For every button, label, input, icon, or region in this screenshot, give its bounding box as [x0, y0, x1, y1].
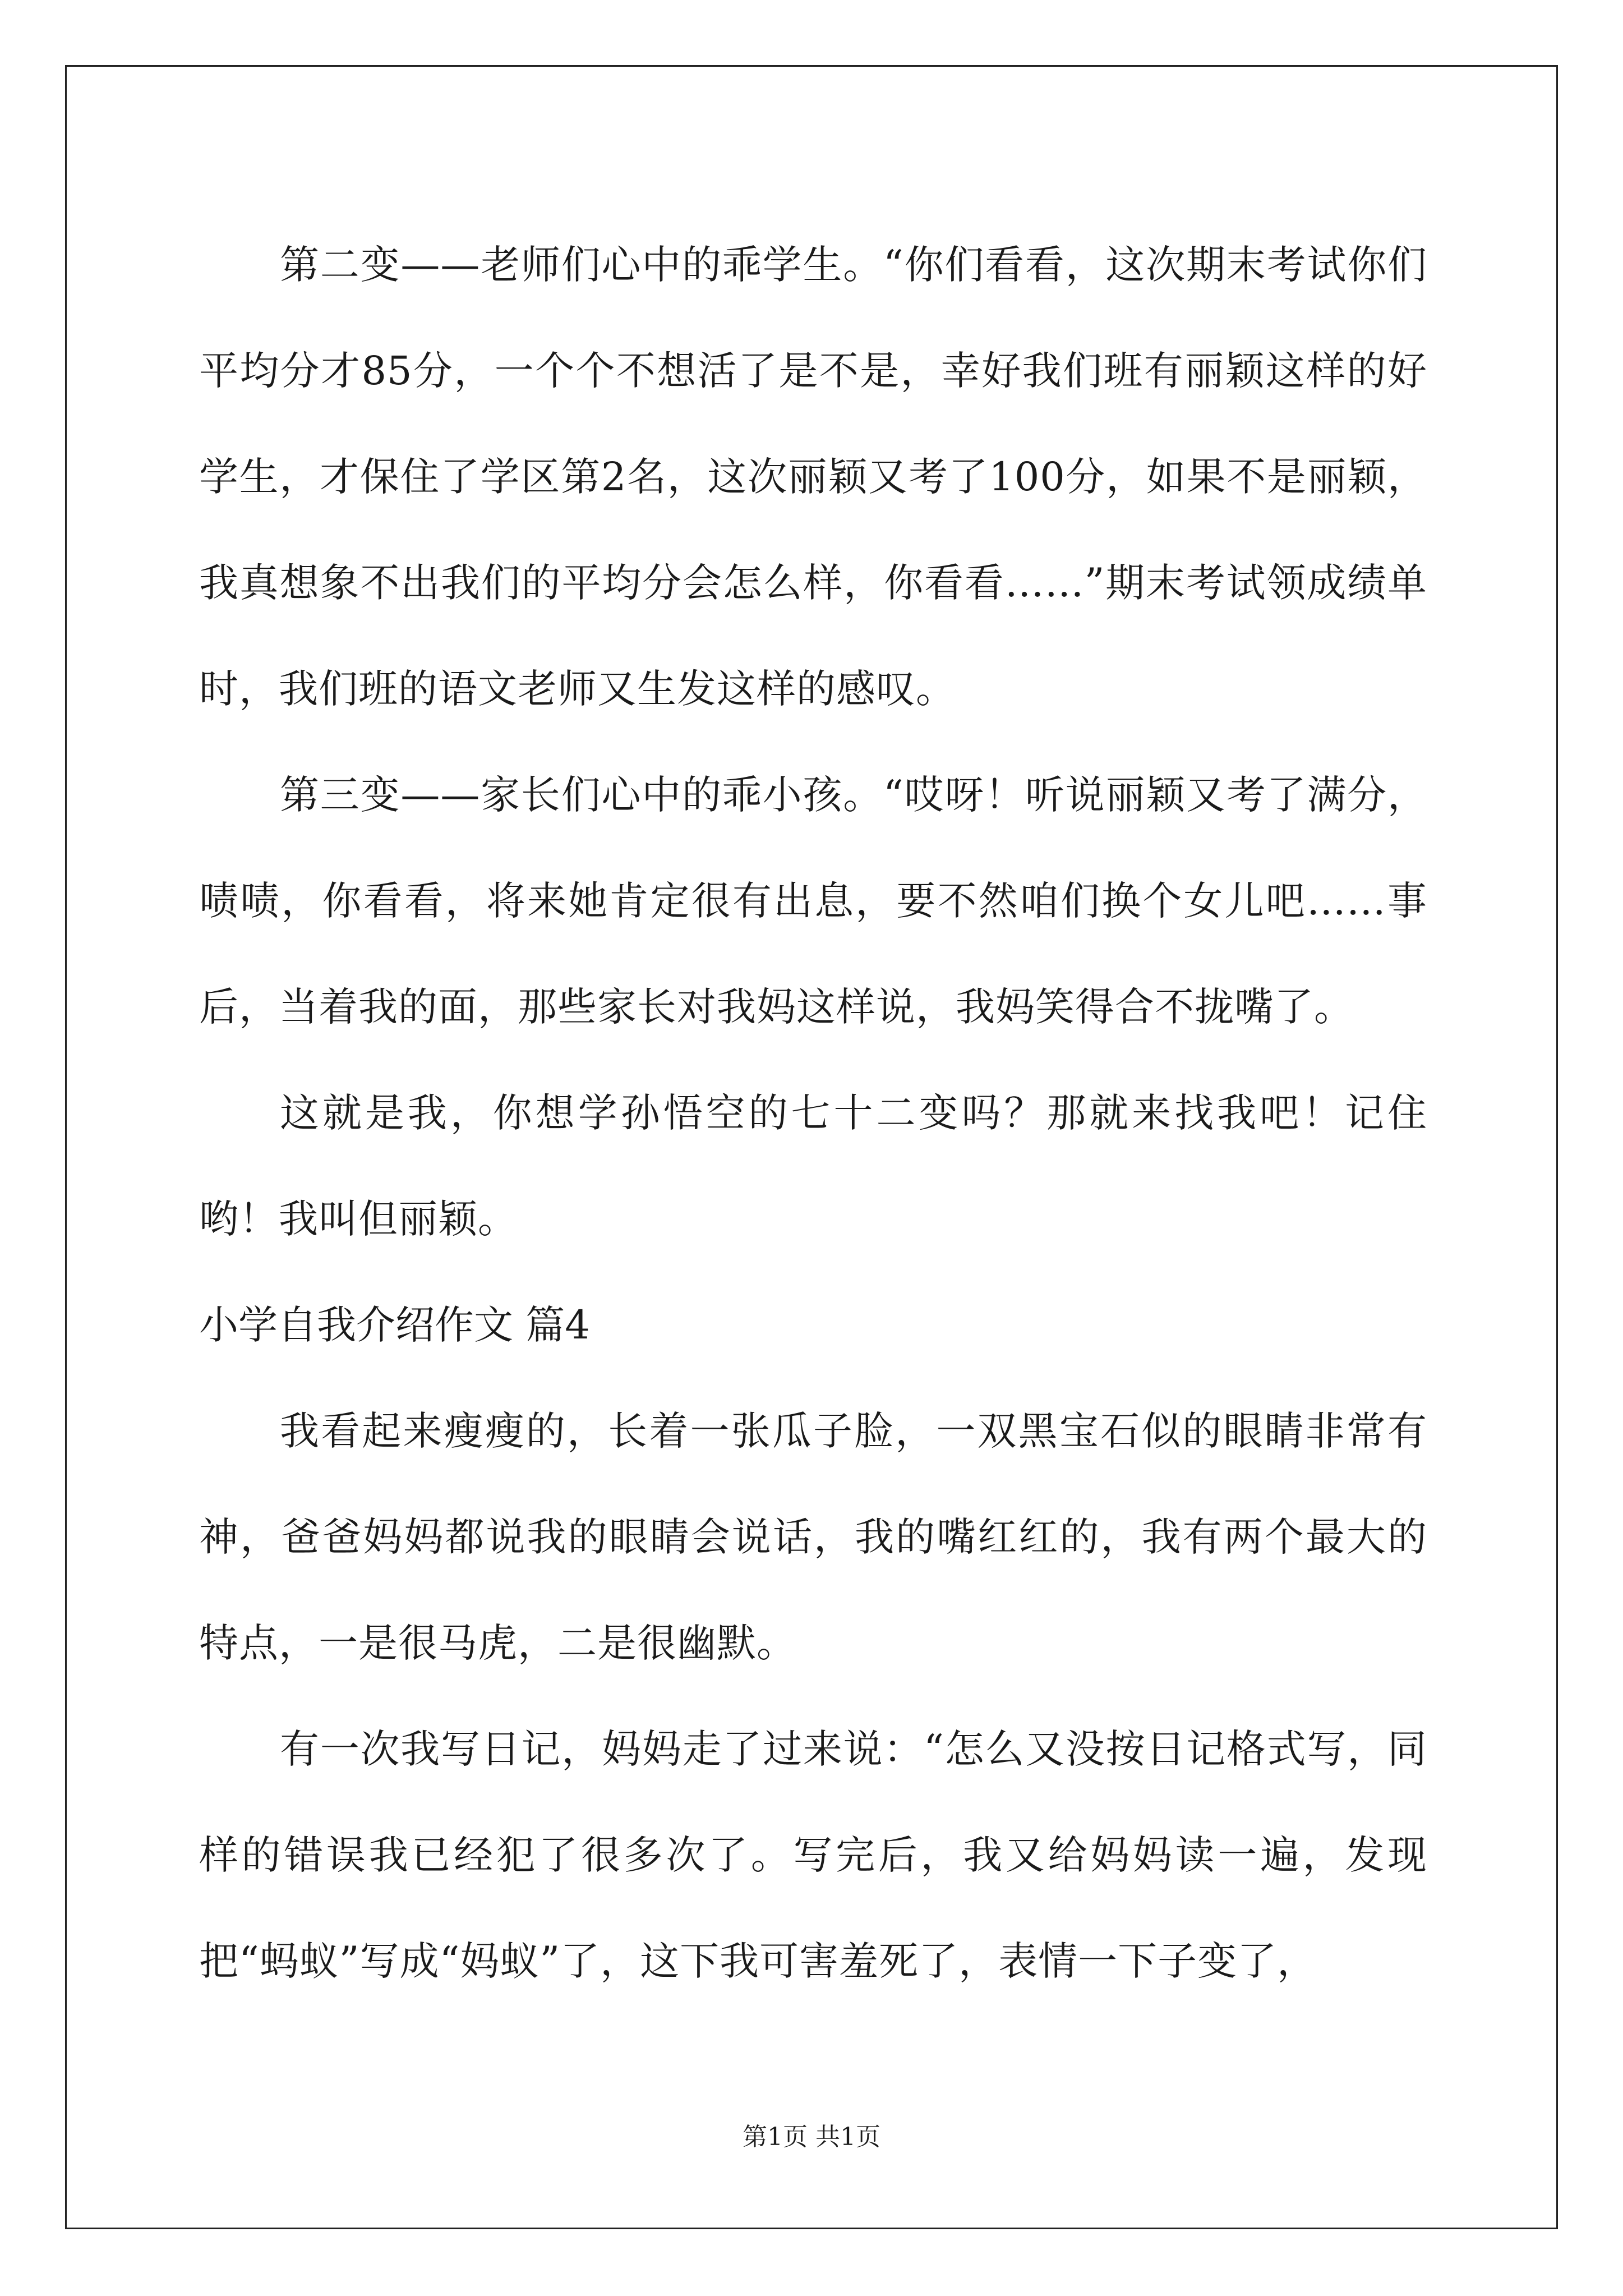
paragraph: 这就是我，你想学孙悟空的七十二变吗？那就来找我吧！记住哟！我叫但丽颖。: [199, 1090, 1427, 1242]
page-footer: 第1页 共1页: [743, 2123, 880, 2151]
paragraph: 第二变——老师们心中的乖学生。“你们看看，这次期末考试你们平均分才85分，一个个不想活了是不是，幸好我们班有丽颖这样的好学生，才保住了学区第2名，这次丽颖又考了100分，如果不是丽颖，我真想象不出我们的平均分会怎么样，你看看……”期末考试领成绩单时，我们班的语文老师又生发这样的感叹。: [199, 242, 1427, 712]
section-heading: 小学自我介绍作文 篇4: [199, 1302, 590, 1348]
paragraph: 我看起来瘦瘦的，长着一张瓜子脸，一双黑宝石似的眼睛非常有神，爸爸妈妈都说我的眼睛会说话，我的嘴红红的，我有两个最大的特点，一是很马虎，二是很幽默。: [199, 1408, 1427, 1666]
paragraph: 第三变——家长们心中的乖小孩。“哎呀！听说丽颖又考了满分，啧啧，你看看，将来她肯定很有出息，要不然咱们换个女儿吧……事后，当着我的面，那些家长对我妈这样说，我妈笑得合不拢嘴了。: [199, 772, 1427, 1030]
document-body: [199, 212, 1427, 2014]
paragraph: 有一次我写日记，妈妈走了过来说：“怎么又没按日记格式写，同样的错误我已经犯了很多次了。写完后，我又给妈妈读一遍，发现把“蚂蚁”写成“妈蚁”了，这下我可害羞死了，表情一下子变了，: [199, 1726, 1427, 1984]
